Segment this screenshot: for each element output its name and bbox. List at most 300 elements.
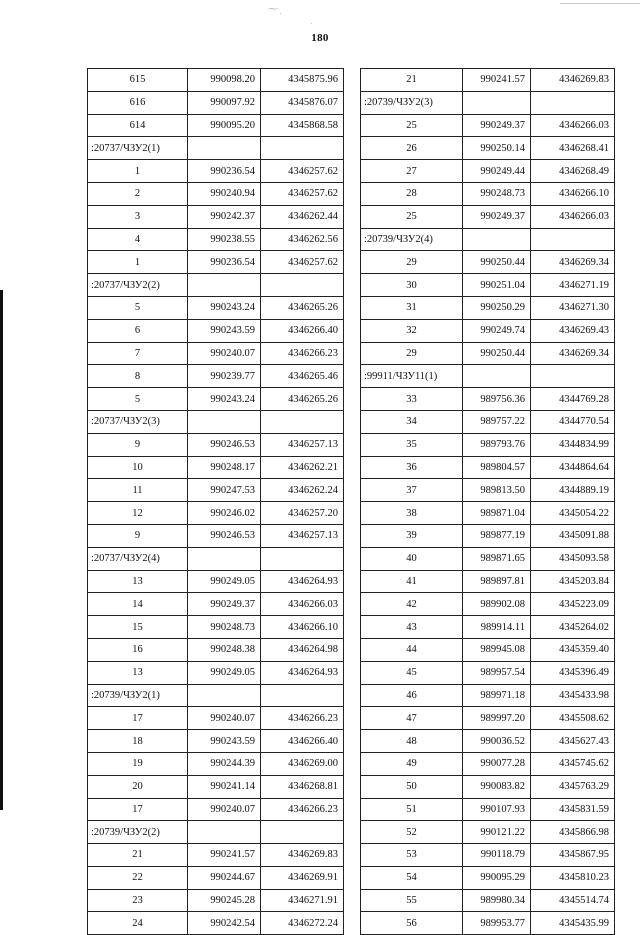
y-coordinate-cell: 4345093.58: [531, 547, 615, 570]
y-coordinate-cell: 4346266.23: [261, 798, 344, 821]
point-id-cell: 52: [361, 821, 463, 844]
x-coordinate-cell: 990238.55: [188, 228, 261, 251]
y-coordinate-cell: 4346268.81: [261, 775, 344, 798]
x-coordinate-cell: 990243.24: [188, 388, 261, 411]
y-coordinate-cell: 4346271.30: [531, 296, 615, 319]
x-coordinate-cell: 990244.67: [188, 866, 261, 889]
point-id-cell: 54: [361, 866, 463, 889]
point-id-cell: 25: [361, 205, 463, 228]
point-id-cell: 3: [88, 205, 188, 228]
x-coordinate-cell: 990250.14: [463, 137, 531, 160]
point-id-cell: 41: [361, 570, 463, 593]
y-coordinate-cell: 4346269.34: [531, 251, 615, 274]
point-id-cell: 56: [361, 912, 463, 935]
y-coordinate-cell: [261, 547, 344, 570]
y-coordinate-cell: 4345264.02: [531, 616, 615, 639]
point-id-cell: 16: [88, 638, 188, 661]
x-coordinate-cell: [463, 91, 531, 114]
table-row: [88, 730, 344, 753]
table-row: [361, 114, 615, 137]
table-row: [361, 388, 615, 411]
y-coordinate-cell: 4346269.83: [261, 844, 344, 867]
x-coordinate-cell: 989871.65: [463, 547, 531, 570]
y-coordinate-cell: 4346269.34: [531, 342, 615, 365]
scan-artifact: ⁓ ̣: [268, 4, 281, 15]
table-row: [361, 661, 615, 684]
point-id-cell: 35: [361, 433, 463, 456]
y-coordinate-cell: 4345203.84: [531, 570, 615, 593]
point-id-cell: 5: [88, 296, 188, 319]
y-coordinate-cell: 4346269.00: [261, 752, 344, 775]
point-id-cell: 10: [88, 456, 188, 479]
table-row: [361, 91, 615, 114]
coordinates-table-right: [360, 68, 615, 935]
point-id-cell: 614: [88, 114, 188, 137]
y-coordinate-cell: [261, 274, 344, 297]
section-label-cell: :20737/ЧЗУ2(3): [88, 410, 188, 433]
x-coordinate-cell: 990236.54: [188, 160, 261, 183]
table-row: [88, 616, 344, 639]
point-id-cell: 21: [361, 69, 463, 92]
point-id-cell: 616: [88, 91, 188, 114]
y-coordinate-cell: 4345435.99: [531, 912, 615, 935]
y-coordinate-cell: 4346266.40: [261, 730, 344, 753]
y-coordinate-cell: 4346262.56: [261, 228, 344, 251]
table-row: [88, 205, 344, 228]
table-row: [88, 274, 344, 297]
table-row: [361, 570, 615, 593]
x-coordinate-cell: 989757.22: [463, 410, 531, 433]
point-id-cell: 30: [361, 274, 463, 297]
y-coordinate-cell: 4346257.20: [261, 502, 344, 525]
x-coordinate-cell: 990243.24: [188, 296, 261, 319]
point-id-cell: 45: [361, 661, 463, 684]
point-id-cell: 47: [361, 707, 463, 730]
point-id-cell: 36: [361, 456, 463, 479]
y-coordinate-cell: 4345514.74: [531, 889, 615, 912]
table-row: [88, 844, 344, 867]
table-row: [361, 365, 615, 388]
y-coordinate-cell: 4346271.91: [261, 889, 344, 912]
y-coordinate-cell: 4346257.62: [261, 251, 344, 274]
y-coordinate-cell: 4346257.13: [261, 524, 344, 547]
y-coordinate-cell: 4346269.91: [261, 866, 344, 889]
y-coordinate-cell: 4345091.88: [531, 524, 615, 547]
table-row: [361, 296, 615, 319]
table-row: [361, 684, 615, 707]
y-coordinate-cell: 4344769.28: [531, 388, 615, 411]
table-row: [361, 844, 615, 867]
y-coordinate-cell: 4346265.26: [261, 296, 344, 319]
x-coordinate-cell: 990245.28: [188, 889, 261, 912]
table-row: [88, 524, 344, 547]
table-row: [88, 661, 344, 684]
y-coordinate-cell: 4346264.98: [261, 638, 344, 661]
y-coordinate-cell: [261, 410, 344, 433]
x-coordinate-cell: 989902.08: [463, 593, 531, 616]
point-id-cell: 33: [361, 388, 463, 411]
table-row: [361, 638, 615, 661]
point-id-cell: 7: [88, 342, 188, 365]
y-coordinate-cell: 4345831.59: [531, 798, 615, 821]
y-coordinate-cell: 4345810.23: [531, 866, 615, 889]
point-id-cell: 40: [361, 547, 463, 570]
x-coordinate-cell: 990250.29: [463, 296, 531, 319]
table-row: [88, 91, 344, 114]
y-coordinate-cell: 4346269.43: [531, 319, 615, 342]
x-coordinate-cell: [463, 228, 531, 251]
table-row: [361, 547, 615, 570]
x-coordinate-cell: 990249.44: [463, 160, 531, 183]
table-row: [88, 684, 344, 707]
table-row: [88, 638, 344, 661]
y-coordinate-cell: 4345508.62: [531, 707, 615, 730]
section-label-cell: :20739/ЧЗУ2(1): [88, 684, 188, 707]
x-coordinate-cell: 990248.73: [463, 182, 531, 205]
point-id-cell: 26: [361, 137, 463, 160]
point-id-cell: 25: [361, 114, 463, 137]
page-number: 180: [311, 32, 329, 44]
table-row: [88, 319, 344, 342]
x-coordinate-cell: 990251.04: [463, 274, 531, 297]
table-row: [88, 752, 344, 775]
y-coordinate-cell: 4345763.29: [531, 775, 615, 798]
table-row: [361, 251, 615, 274]
point-id-cell: 14: [88, 593, 188, 616]
section-label-cell: :99911/ЧЗУ11(1): [361, 365, 463, 388]
x-coordinate-cell: 990249.74: [463, 319, 531, 342]
x-coordinate-cell: 989997.20: [463, 707, 531, 730]
y-coordinate-cell: 4346268.49: [531, 160, 615, 183]
y-coordinate-cell: 4346266.10: [531, 182, 615, 205]
point-id-cell: 6: [88, 319, 188, 342]
y-coordinate-cell: [531, 91, 615, 114]
x-coordinate-cell: 990243.59: [188, 730, 261, 753]
table-row: [88, 912, 344, 935]
table-row: [88, 251, 344, 274]
y-coordinate-cell: 4346257.13: [261, 433, 344, 456]
table-row: [88, 479, 344, 502]
y-coordinate-cell: 4344889.19: [531, 479, 615, 502]
y-coordinate-cell: 4346264.93: [261, 570, 344, 593]
table-row: [88, 342, 344, 365]
point-id-cell: 4: [88, 228, 188, 251]
x-coordinate-cell: 990239.77: [188, 365, 261, 388]
x-coordinate-cell: 990247.53: [188, 479, 261, 502]
table-row: [361, 456, 615, 479]
y-coordinate-cell: 4346266.23: [261, 342, 344, 365]
x-coordinate-cell: 989756.36: [463, 388, 531, 411]
table-row: [361, 342, 615, 365]
point-id-cell: 19: [88, 752, 188, 775]
x-coordinate-cell: 990246.02: [188, 502, 261, 525]
point-id-cell: 34: [361, 410, 463, 433]
x-coordinate-cell: 990249.37: [188, 593, 261, 616]
scan-artifact: ˎ: [310, 14, 314, 25]
y-coordinate-cell: 4344864.64: [531, 456, 615, 479]
point-id-cell: 18: [88, 730, 188, 753]
x-coordinate-cell: 990246.53: [188, 433, 261, 456]
table-row: [361, 524, 615, 547]
x-coordinate-cell: 990095.29: [463, 866, 531, 889]
table-row: [361, 274, 615, 297]
x-coordinate-cell: 990250.44: [463, 342, 531, 365]
table-row: [361, 866, 615, 889]
table-row: [361, 160, 615, 183]
y-coordinate-cell: 4346271.19: [531, 274, 615, 297]
table-row: [88, 160, 344, 183]
table-row: [361, 479, 615, 502]
point-id-cell: 9: [88, 433, 188, 456]
point-id-cell: 28: [361, 182, 463, 205]
table-row: [88, 889, 344, 912]
table-row: [88, 456, 344, 479]
x-coordinate-cell: 990240.07: [188, 798, 261, 821]
point-id-cell: 17: [88, 707, 188, 730]
section-label-cell: :20739/ЧЗУ2(2): [88, 821, 188, 844]
x-coordinate-cell: 989945.08: [463, 638, 531, 661]
point-id-cell: 9: [88, 524, 188, 547]
y-coordinate-cell: 4346272.24: [261, 912, 344, 935]
y-coordinate-cell: 4346262.24: [261, 479, 344, 502]
x-coordinate-cell: [188, 821, 261, 844]
x-coordinate-cell: 989971.18: [463, 684, 531, 707]
point-id-cell: 53: [361, 844, 463, 867]
x-coordinate-cell: [463, 365, 531, 388]
x-coordinate-cell: 990249.05: [188, 570, 261, 593]
point-id-cell: 12: [88, 502, 188, 525]
x-coordinate-cell: 990121.22: [463, 821, 531, 844]
x-coordinate-cell: 989871.04: [463, 502, 531, 525]
section-label-cell: :20737/ЧЗУ2(1): [88, 137, 188, 160]
point-id-cell: 1: [88, 160, 188, 183]
section-label-cell: :20737/ЧЗУ2(2): [88, 274, 188, 297]
x-coordinate-cell: 990248.73: [188, 616, 261, 639]
table-row: [88, 365, 344, 388]
table-row: [88, 137, 344, 160]
x-coordinate-cell: 989813.50: [463, 479, 531, 502]
y-coordinate-cell: [531, 365, 615, 388]
table-row: [361, 502, 615, 525]
table-row: [88, 114, 344, 137]
y-coordinate-cell: 4345359.40: [531, 638, 615, 661]
table-row: [88, 228, 344, 251]
table-row: [88, 798, 344, 821]
point-id-cell: 15: [88, 616, 188, 639]
y-coordinate-cell: 4345433.98: [531, 684, 615, 707]
table-row: [88, 821, 344, 844]
y-coordinate-cell: 4346262.44: [261, 205, 344, 228]
table-row: [361, 593, 615, 616]
table-row: [88, 547, 344, 570]
y-coordinate-cell: 4346266.03: [261, 593, 344, 616]
y-coordinate-cell: [261, 137, 344, 160]
x-coordinate-cell: 990241.14: [188, 775, 261, 798]
x-coordinate-cell: 990236.54: [188, 251, 261, 274]
table-row: [88, 866, 344, 889]
x-coordinate-cell: 989897.81: [463, 570, 531, 593]
x-coordinate-cell: 990107.93: [463, 798, 531, 821]
x-coordinate-cell: 990249.37: [463, 205, 531, 228]
table-row: [361, 616, 615, 639]
x-coordinate-cell: 990246.53: [188, 524, 261, 547]
y-coordinate-cell: [261, 821, 344, 844]
x-coordinate-cell: 989957.54: [463, 661, 531, 684]
y-coordinate-cell: 4345866.98: [531, 821, 615, 844]
point-id-cell: 23: [88, 889, 188, 912]
table-row: [361, 205, 615, 228]
y-coordinate-cell: 4344834.99: [531, 433, 615, 456]
point-id-cell: 48: [361, 730, 463, 753]
y-coordinate-cell: 4346266.10: [261, 616, 344, 639]
y-coordinate-cell: 4345223.09: [531, 593, 615, 616]
table-row: [361, 730, 615, 753]
point-id-cell: 11: [88, 479, 188, 502]
x-coordinate-cell: 989980.34: [463, 889, 531, 912]
table-row: [361, 410, 615, 433]
table-row: [88, 433, 344, 456]
table-row: [88, 775, 344, 798]
point-id-cell: 17: [88, 798, 188, 821]
x-coordinate-cell: 990241.57: [188, 844, 261, 867]
y-coordinate-cell: 4345396.49: [531, 661, 615, 684]
coordinates-table-left: [87, 68, 344, 935]
table-row: [88, 570, 344, 593]
table-row: [361, 889, 615, 912]
x-coordinate-cell: 990098.20: [188, 69, 261, 92]
table-row: [361, 137, 615, 160]
table-row: [361, 228, 615, 251]
table-row: [361, 182, 615, 205]
point-id-cell: 38: [361, 502, 463, 525]
table-row: [88, 502, 344, 525]
y-coordinate-cell: 4346257.62: [261, 182, 344, 205]
y-coordinate-cell: 4346266.23: [261, 707, 344, 730]
y-coordinate-cell: 4345876.07: [261, 91, 344, 114]
x-coordinate-cell: 990036.52: [463, 730, 531, 753]
y-coordinate-cell: 4345868.58: [261, 114, 344, 137]
y-coordinate-cell: 4346266.03: [531, 205, 615, 228]
x-coordinate-cell: 990097.92: [188, 91, 261, 114]
x-coordinate-cell: 990249.37: [463, 114, 531, 137]
x-coordinate-cell: 990248.38: [188, 638, 261, 661]
table-row: [88, 707, 344, 730]
point-id-cell: 13: [88, 661, 188, 684]
y-coordinate-cell: 4346265.46: [261, 365, 344, 388]
x-coordinate-cell: 990248.17: [188, 456, 261, 479]
table-row: [88, 388, 344, 411]
section-label-cell: :20739/ЧЗУ2(4): [361, 228, 463, 251]
point-id-cell: 49: [361, 752, 463, 775]
x-coordinate-cell: 990250.44: [463, 251, 531, 274]
x-coordinate-cell: 990249.05: [188, 661, 261, 684]
y-coordinate-cell: 4346265.26: [261, 388, 344, 411]
x-coordinate-cell: 989804.57: [463, 456, 531, 479]
point-id-cell: 13: [88, 570, 188, 593]
point-id-cell: 50: [361, 775, 463, 798]
point-id-cell: 55: [361, 889, 463, 912]
y-coordinate-cell: 4346266.03: [531, 114, 615, 137]
table-row: [361, 798, 615, 821]
point-id-cell: 29: [361, 342, 463, 365]
point-id-cell: 51: [361, 798, 463, 821]
y-coordinate-cell: 4345875.96: [261, 69, 344, 92]
point-id-cell: 27: [361, 160, 463, 183]
y-coordinate-cell: 4346264.93: [261, 661, 344, 684]
table-row: [361, 707, 615, 730]
table-row: [88, 593, 344, 616]
y-coordinate-cell: 4345054.22: [531, 502, 615, 525]
y-coordinate-cell: 4346257.62: [261, 160, 344, 183]
table-row: [361, 69, 615, 92]
x-coordinate-cell: 990083.82: [463, 775, 531, 798]
table-row: [361, 821, 615, 844]
y-coordinate-cell: 4346269.83: [531, 69, 615, 92]
x-coordinate-cell: [188, 684, 261, 707]
point-id-cell: 39: [361, 524, 463, 547]
x-coordinate-cell: 990240.07: [188, 707, 261, 730]
x-coordinate-cell: 989953.77: [463, 912, 531, 935]
point-id-cell: 24: [88, 912, 188, 935]
table-row: [88, 296, 344, 319]
point-id-cell: 1: [88, 251, 188, 274]
point-id-cell: 37: [361, 479, 463, 502]
table-row: [361, 752, 615, 775]
point-id-cell: 5: [88, 388, 188, 411]
point-id-cell: 43: [361, 616, 463, 639]
y-coordinate-cell: 4346268.41: [531, 137, 615, 160]
x-coordinate-cell: 990244.39: [188, 752, 261, 775]
x-coordinate-cell: 989914.11: [463, 616, 531, 639]
table-row: [88, 182, 344, 205]
point-id-cell: 42: [361, 593, 463, 616]
x-coordinate-cell: 990243.59: [188, 319, 261, 342]
point-id-cell: 21: [88, 844, 188, 867]
section-label-cell: :20737/ЧЗУ2(4): [88, 547, 188, 570]
point-id-cell: 615: [88, 69, 188, 92]
x-coordinate-cell: [188, 137, 261, 160]
point-id-cell: 31: [361, 296, 463, 319]
y-coordinate-cell: [531, 228, 615, 251]
x-coordinate-cell: 990240.94: [188, 182, 261, 205]
x-coordinate-cell: [188, 274, 261, 297]
table-row: [361, 433, 615, 456]
table-row: [88, 69, 344, 92]
x-coordinate-cell: [188, 410, 261, 433]
point-id-cell: 32: [361, 319, 463, 342]
y-coordinate-cell: [261, 684, 344, 707]
y-coordinate-cell: 4346262.21: [261, 456, 344, 479]
y-coordinate-cell: 4344770.54: [531, 410, 615, 433]
point-id-cell: 8: [88, 365, 188, 388]
y-coordinate-cell: 4345867.95: [531, 844, 615, 867]
point-id-cell: 46: [361, 684, 463, 707]
x-coordinate-cell: 990241.57: [463, 69, 531, 92]
point-id-cell: 44: [361, 638, 463, 661]
table-row: [88, 410, 344, 433]
scan-edge-bar: [0, 290, 3, 810]
point-id-cell: 20: [88, 775, 188, 798]
table-row: [361, 775, 615, 798]
x-coordinate-cell: 989793.76: [463, 433, 531, 456]
x-coordinate-cell: 989877.19: [463, 524, 531, 547]
x-coordinate-cell: 990240.07: [188, 342, 261, 365]
table-row: [361, 912, 615, 935]
y-coordinate-cell: 4346266.40: [261, 319, 344, 342]
x-coordinate-cell: 990242.37: [188, 205, 261, 228]
point-id-cell: 29: [361, 251, 463, 274]
point-id-cell: 22: [88, 866, 188, 889]
